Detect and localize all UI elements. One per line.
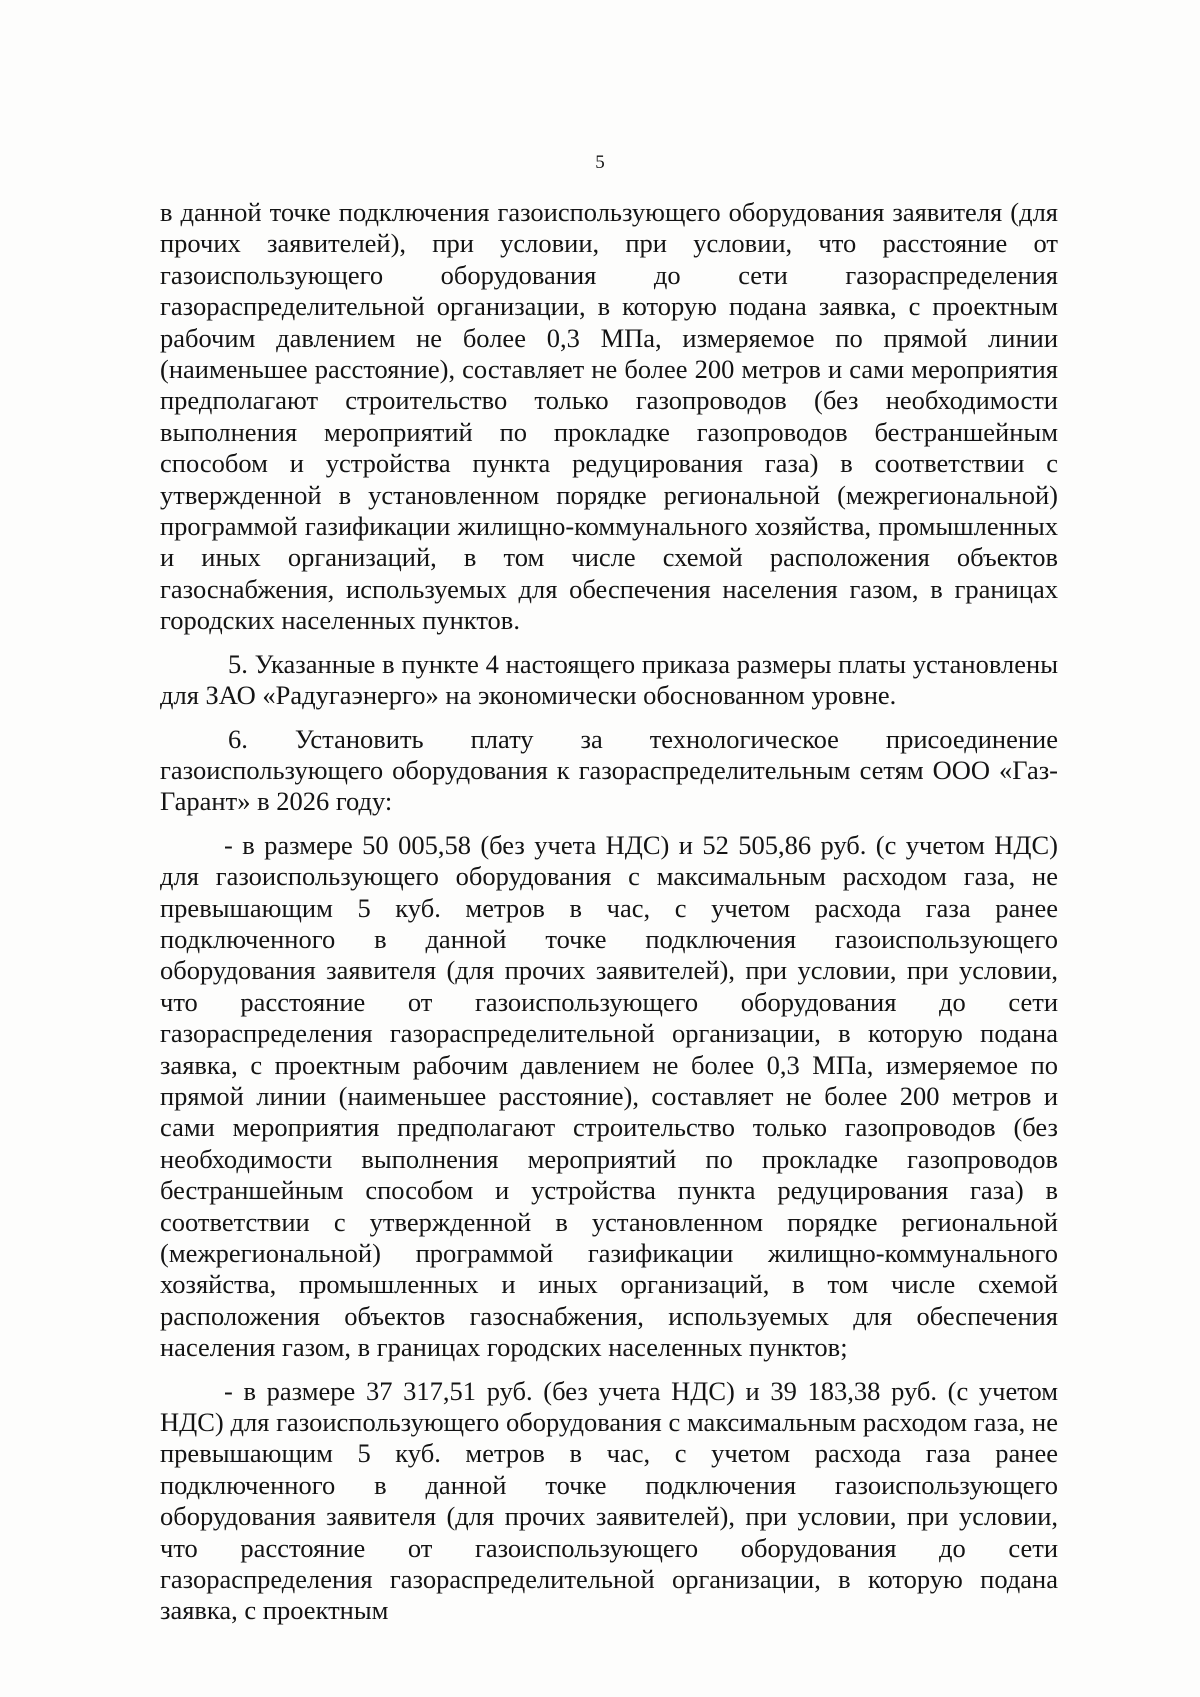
document-body (160, 197, 1058, 1627)
paragraph-item-6: 6. Установить плату за технологическое присоединение газоиспользующего оборудования к газораспределительным сетям ООО «Газ-Гарант» в 2026 году: (160, 723, 1058, 817)
paragraph-continuation: в данной точке подключения газоиспользующего оборудования заявителя (для прочих заявителей), при условии, при условии, что расстояние от газоиспользующего оборудования до сети газораспределения газораспределительной организации, в которую подана заявка, с проектным рабочим давлением не более 0,3 МПа, измеряемое по прямой линии (наименьшее расстояние), составляет не более 200 метров и сами мероприятия предполагают строительство только газопроводов (без необходимости выполнения мероприятий по прокладке газопроводов бестраншейным способом и устройства пункта редуцирования газа) в соответствии с утвержденной в установленном порядке региональной (межрегиональной) программой газификации жилищно-коммунального хозяйства, промышленных и иных организаций, в том числе схемой расположения объектов газоснабжения, используемых для обеспечения населения газом, в границах городских населенных пунктов. (160, 197, 1058, 636)
paragraph-item-5: 5. Указанные в пункте 4 настоящего приказа размеры платы установлены для ЗАО «Радугаэнерго» на экономически обоснованном уровне. (160, 648, 1058, 711)
page-number: 5 (595, 152, 605, 173)
paragraph-bullet-1: - в размере 50 005,58 (без учета НДС) и 52 505,86 руб. (с учетом НДС) для газоиспользующего оборудования с максимальным расходом газа, не превышающим 5 куб. метров в час, с учетом расхода газа ранее подключенного в данной точке подключения газоиспользующего оборудования заявителя (для прочих заявителей), при условии, при условии, что расстояние от газоиспользующего оборудования до сети газораспределения газораспределительной организации, в которую подана заявка, с проектным рабочим давлением не более 0,3 МПа, измеряемое по прямой линии (наименьшее расстояние), составляет не более 200 метров и сами мероприятия предполагают строительство только газопроводов (без необходимости выполнения мероприятий по прокладке газопроводов бестраншейным способом и устройства пункта редуцирования газа) в соответствии с утвержденной в установленном порядке региональной (межрегиональной) программой газификации жилищно-коммунального хозяйства, промышленных и иных организаций, в том числе схемой расположения объектов газоснабжения, используемых для обеспечения населения газом, в границах городских населенных пунктов; (160, 829, 1058, 1363)
paragraph-bullet-2: - в размере 37 317,51 руб. (без учета НДС) и 39 183,38 руб. (с учетом НДС) для газоиспользующего оборудования с максимальным расходом газа, не превышающим 5 куб. метров в час, с учетом расхода газа ранее подключенного в данной точке подключения газоиспользующего оборудования заявителя (для прочих заявителей), при условии, при условии, что расстояние от газоиспользующего оборудования до сети газораспределения газораспределительной организации, в которую подана заявка, с проектным (160, 1375, 1058, 1626)
